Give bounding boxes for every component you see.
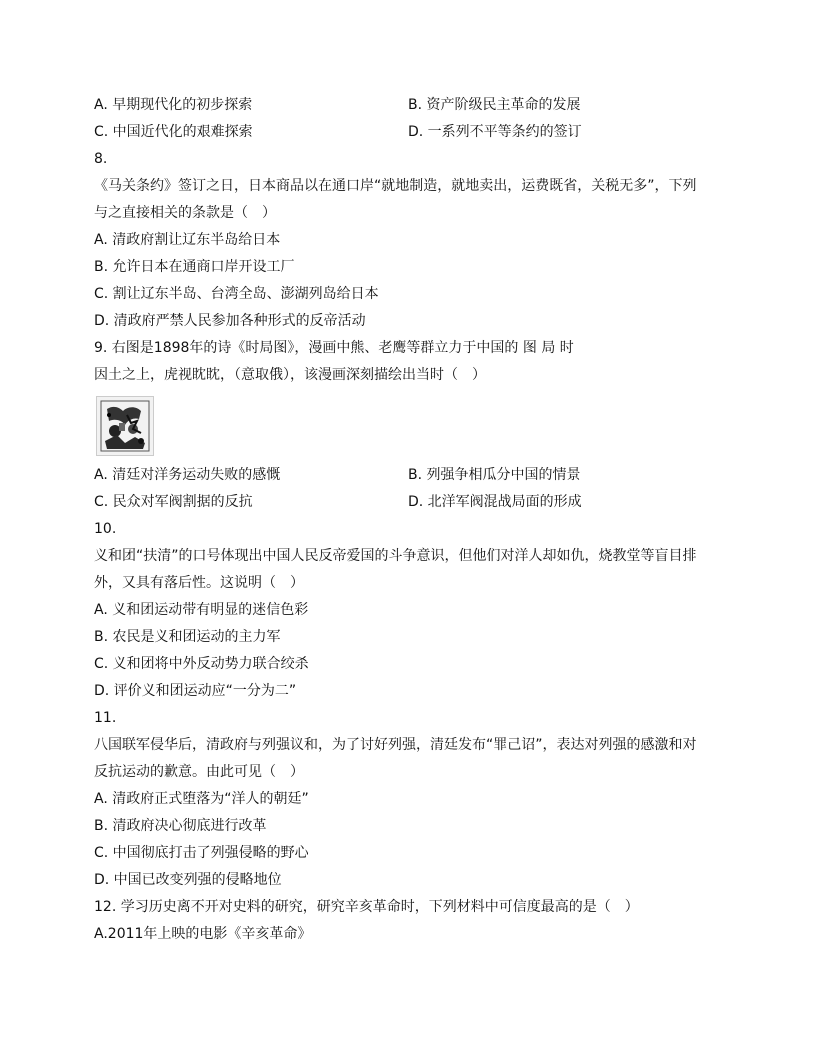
q9-stem-line2: 因土之上，虎视眈眈，（意取俄），该漫画深刻描绘出当时（ ） bbox=[94, 367, 486, 383]
q7-option-a: A. 早期现代化的初步探索 bbox=[94, 97, 253, 113]
q10-number: 10. bbox=[94, 521, 117, 537]
q8-stem-line1: 《马关条约》签订之日，日本商品以在通口岸“就地制造，就地卖出，运费既省，关税无多”，下列 bbox=[94, 178, 697, 194]
q9-stem-line1: 9. 右图是1898年的诗《时局图》，漫画中熊、老鹰等群立力于中国的 图 局 时 bbox=[94, 340, 574, 356]
q8-option-a: A. 清政府割让辽东半岛给日本 bbox=[94, 232, 281, 248]
q10-option-b: B. 农民是义和团运动的主力军 bbox=[94, 629, 281, 645]
q11-stem-line2: 反抗运动的歉意。由此可见（ ） bbox=[94, 764, 304, 780]
q7-option-c: C. 中国近代化的艰难探索 bbox=[94, 124, 253, 140]
q11-option-b: B. 清政府决心彻底进行改革 bbox=[94, 818, 267, 834]
q11-number: 11. bbox=[94, 710, 117, 726]
q9-option-b: B. 列强争相瓜分中国的情景 bbox=[408, 467, 581, 483]
q10-option-c: C. 义和团将中外反动势力联合绞杀 bbox=[94, 656, 309, 672]
q10-option-a: A. 义和团运动带有明显的迷信色彩 bbox=[94, 602, 309, 618]
q9-option-d: D. 北洋军阀混战局面的形成 bbox=[408, 494, 582, 510]
q11-option-c: C. 中国彻底打击了列强侵略的野心 bbox=[94, 845, 309, 861]
cartoon-illustration bbox=[97, 397, 153, 455]
q9-option-a: A. 清廷对洋务运动失败的感慨 bbox=[94, 467, 281, 483]
q10-stem-line1: 义和团“扶清”的口号体现出中国人民反帝爱国的斗争意识，但他们对洋人却如仇，烧教堂等盲目排 bbox=[94, 548, 697, 564]
q10-stem-line2: 外，又具有落后性。这说明（ ） bbox=[94, 575, 304, 591]
q8-stem-line2: 与之直接相关的条款是（ ） bbox=[94, 205, 276, 221]
q8-option-d: D. 清政府严禁人民参加各种形式的反帝活动 bbox=[94, 313, 366, 329]
q7-option-d: D. 一系列不平等条约的签订 bbox=[408, 124, 582, 140]
q10-option-d: D. 评价义和团运动应“一分为二” bbox=[94, 683, 297, 699]
q12-option-a: A.2011年上映的电影《辛亥革命》 bbox=[94, 926, 312, 942]
q11-option-a: A. 清政府正式堕落为“洋人的朝廷” bbox=[94, 791, 309, 807]
q11-stem-line1: 八国联军侵华后，清政府与列强议和，为了讨好列强，清廷发布“罪己诏”，表达对列强的感激和对 bbox=[94, 737, 697, 753]
q8-option-c: C. 割让辽东半岛、台湾全岛、澎湖列岛给日本 bbox=[94, 286, 379, 302]
q8-option-b: B. 允许日本在通商口岸开设工厂 bbox=[94, 259, 295, 275]
q7-option-b: B. 资产阶级民主革命的发展 bbox=[408, 97, 581, 113]
q8-number: 8. bbox=[94, 151, 108, 167]
q9-option-c: C. 民众对军阀割据的反抗 bbox=[94, 494, 253, 510]
q11-option-d: D. 中国已改变列强的侵略地位 bbox=[94, 872, 282, 888]
cartoon-thumbnail-image bbox=[96, 396, 154, 456]
q12-stem: 12. 学习历史离不开对史料的研究，研究辛亥革命时，下列材料中可信度最高的是（ ） bbox=[94, 899, 639, 915]
